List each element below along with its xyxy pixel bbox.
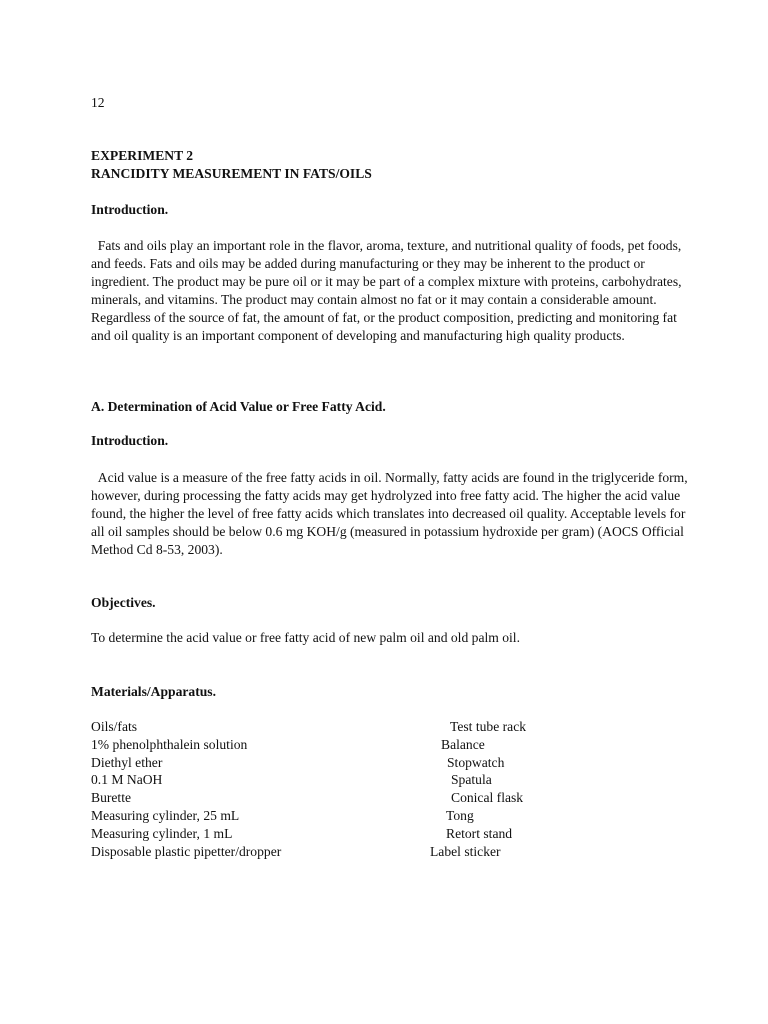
apparatus-item: Retort stand: [446, 826, 513, 841]
apparatus-item: Test tube rack: [450, 719, 527, 734]
apparatus-item: Spatula: [451, 772, 492, 787]
apparatus-item: Tong: [446, 808, 474, 823]
experiment-title: EXPERIMENT 2: [91, 148, 194, 163]
material-item: Oils/fats: [91, 719, 138, 734]
material-item: 1% phenolphthalein solution: [91, 737, 248, 752]
material-item: Burette: [91, 790, 132, 805]
objectives-text: To determine the acid value or free fatty acid of new palm oil and old palm oil.: [91, 630, 520, 645]
section-a-heading: A. Determination of Acid Value or Free Fatty Acid.: [91, 399, 386, 414]
apparatus-item: Balance: [441, 737, 485, 752]
material-item: Disposable plastic pipetter/dropper: [91, 844, 282, 859]
material-item: Measuring cylinder, 25 mL: [91, 808, 240, 823]
objectives-heading: Objectives.: [91, 595, 156, 610]
material-item: Diethyl ether: [91, 755, 163, 770]
apparatus-item: Label sticker: [430, 844, 501, 859]
apparatus-item: Stopwatch: [447, 755, 505, 770]
experiment-subtitle: RANCIDITY MEASUREMENT IN FATS/OILS: [91, 166, 372, 181]
section-a-intro-heading: Introduction.: [91, 433, 169, 448]
materials-heading: Materials/Apparatus.: [91, 684, 216, 699]
material-item: Measuring cylinder, 1 mL: [91, 826, 233, 841]
section-a-paragraph: Acid value is a measure of the free fatty acids in oil. Normally, fatty acids are found in the triglyceride form, however, during processing the fatty acids may get hydrolyzed into free fatty acid. The higher the acid value found, the higher the level of free fatty acids which translates into decreased oil quality. Acceptable levels for all oil samples should be below 0.6 mg KOH/g (measured in potassium hydroxide per gram) (AOCS Official Method Cd 8-53, 2003).: [91, 470, 688, 557]
intro-heading: Introduction.: [91, 202, 169, 217]
material-item: 0.1 M NaOH: [91, 772, 163, 787]
page-number: 12: [91, 95, 105, 110]
apparatus-item: Conical flask: [451, 790, 524, 805]
intro-paragraph: Fats and oils play an important role in the flavor, aroma, texture, and nutritional quality of foods, pet foods, and feeds. Fats and oils may be added during manufacturing or they may be inherent to the product or ingredient. The product may be pure oil or it may be part of a complex mixture with proteins, carbohydrates, minerals, and vitamins. The product may contain almost no fat or it may contain a considerable amount. Regardless of the source of fat, the amount of fat, or the product composition, predicting and monitoring fat and oil quality is an important component of developing and manufacturing high quality products.: [91, 238, 682, 343]
